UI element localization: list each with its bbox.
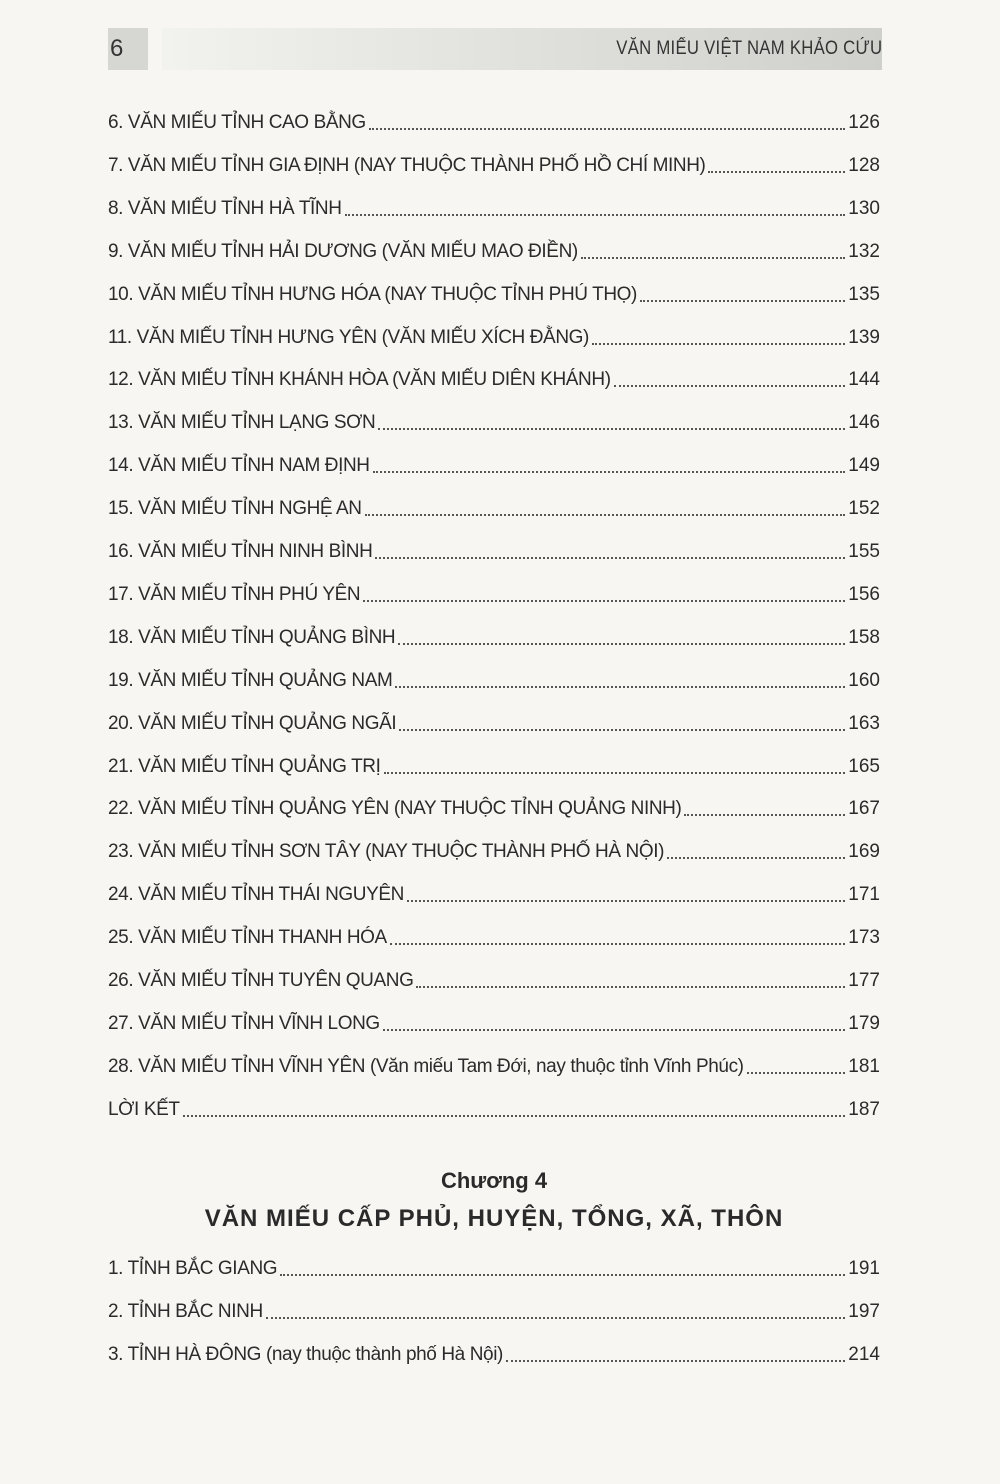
toc-entry-page: 135 [848,283,880,305]
toc-entry [108,196,880,222]
toc-entry-page: 155 [848,541,880,562]
toc-entry-title: 27. VĂN MIẾU TỈNH VĨNH LONG [108,1012,380,1034]
dot-leader [363,600,845,602]
page-header [108,28,882,70]
toc-entry-page: 214 [848,1344,880,1365]
toc-entry-page: 149 [848,455,880,477]
toc-entry-title: 15. VĂN MIẾU TỈNH NGHỆ AN [108,498,362,520]
toc-entry [108,1256,880,1282]
toc-entry-page: 144 [848,369,880,391]
dot-leader [183,1115,846,1117]
dot-leader [684,814,845,816]
toc-entry-title: LỜI KẾT [108,1098,180,1120]
toc-entry [108,1097,880,1123]
toc-entry-page: 139 [848,326,880,348]
toc-entry [108,239,880,265]
chapter-label: Chương 4 [440,1168,548,1193]
toc-entry-page: 128 [848,154,880,176]
toc-entry-page: 169 [848,841,880,863]
toc-entry [108,925,880,951]
toc-entry-page: 163 [848,712,880,734]
toc-entry-page: 156 [848,583,880,605]
dot-leader [373,471,846,473]
toc-entry-title: 8. VĂN MIẾU TỈNH HÀ TĨNH [108,197,342,219]
dot-leader [747,1072,846,1074]
dot-leader [614,385,846,387]
toc-entry-title: 9. VĂN MIẾU TỈNH HẢI DƯƠNG (VĂN MIẾU MAO ĐIỀN) [108,240,578,262]
toc-entry-title: 28. VĂN MIẾU TỈNH VĨNH YÊN (Văn miếu Tam Đới, nay thuộc tỉnh Vĩnh Phúc) [108,1055,744,1077]
toc-entry-page: 165 [848,755,880,777]
dot-leader [369,128,845,130]
toc-entry [108,496,880,522]
toc-entry-title: 1. TỈNH BẮC GIANG [108,1258,278,1279]
dot-leader [266,1317,846,1319]
toc-entry-title: 16. VĂN MIẾU TỈNH NINH BÌNH [108,541,373,562]
toc-entry [108,968,880,994]
toc-entry-title: 25. VĂN MIẾU TỈNH THANH HÓA [108,927,387,949]
toc-entry-title: 3. TỈNH HÀ ĐÔNG (nay thuộc thành phố Hà Nội) [108,1344,503,1365]
toc-entry [108,839,880,865]
toc-entry-title: 21. VĂN MIẾU TỈNH QUẢNG TRỊ [108,755,381,777]
dot-leader [407,900,845,902]
toc-entry-page: 130 [848,197,880,219]
dot-leader [395,686,845,688]
running-title: VĂN MIẾU VIỆT NAM KHẢO CỨU [615,38,882,59]
toc-entry [108,1342,880,1368]
chapter-title: VĂN MIẾU CẤP PHỦ, HUYỆN, TỔNG, XÃ, THÔN [204,1205,784,1232]
toc-entry-page: 171 [848,884,880,906]
dot-leader [581,257,845,259]
dot-leader [592,343,845,345]
header-bar [162,28,882,70]
toc-entry-page: 158 [848,626,880,648]
dot-leader [378,428,845,430]
toc-entry-page: 132 [848,240,880,262]
toc-entry-page: 152 [848,498,880,520]
toc-entry-title: 22. VĂN MIẾU TỈNH QUẢNG YÊN (NAY THUỘC TỈNH QUẢNG NINH) [108,798,682,820]
toc-entry [108,754,880,780]
toc-entry-title: 2. TỈNH BẮC NINH [108,1301,263,1322]
page-number: 6 [108,28,148,70]
toc-entry [108,582,880,608]
toc-entry-page: 191 [848,1258,880,1279]
dot-leader [398,643,845,645]
dot-leader [416,986,845,988]
dot-leader [345,214,846,216]
toc-entry-title: 10. VĂN MIẾU TỈNH HƯNG HÓA (NAY THUỘC TỈNH PHÚ THỌ) [108,283,637,305]
toc-entry-title: 12. VĂN MIẾU TỈNH KHÁNH HÒA (VĂN MIẾU DIÊN KHÁNH) [108,369,611,391]
toc-entry [108,1054,880,1080]
toc-entry [108,1011,880,1037]
toc-entry-page: 126 [848,112,880,133]
toc-entry [108,367,880,393]
toc-entry-page: 173 [848,927,880,949]
toc-entry [108,882,880,908]
toc-entry-title: 19. VĂN MIẾU TỈNH QUẢNG NAM [108,669,393,691]
dot-leader [667,857,845,859]
toc-entry-page: 177 [848,970,880,991]
dot-leader [383,1029,845,1031]
dot-leader [399,729,845,731]
toc-entry-title: 23. VĂN MIẾU TỈNH SƠN TÂY (NAY THUỘC THÀNH PHỐ HÀ NỘI) [108,841,664,863]
dot-leader [384,772,846,774]
toc-entry-page: 167 [848,798,880,820]
toc-entry [108,625,880,651]
toc-entry-title: 11. VĂN MIẾU TỈNH HƯNG YÊN (VĂN MIẾU XÍCH ĐẰNG) [108,326,589,348]
toc-entry-title: 13. VĂN MIẾU TỈNH LẠNG SƠN [108,412,376,434]
toc-entry [108,453,880,479]
dot-leader [390,943,845,945]
toc-entry [108,539,880,565]
toc-entry-page: 179 [848,1012,880,1034]
dot-leader [708,171,845,173]
toc-entry-page: 146 [848,412,880,434]
toc-entry-page: 187 [848,1098,880,1120]
toc-entry-page: 181 [848,1055,880,1077]
toc-entry [108,668,880,694]
toc-entry-title: 6. VĂN MIẾU TỈNH CAO BẰNG [108,112,366,133]
dot-leader [375,557,845,559]
toc-entry-title: 18. VĂN MIẾU TỈNH QUẢNG BÌNH [108,626,396,648]
toc-entry [108,325,880,351]
toc-entry-page: 160 [848,669,880,691]
toc-entry [108,410,880,436]
toc-entry-title: 7. VĂN MIẾU TỈNH GIA ĐỊNH (NAY THUỘC THÀNH PHỐ HỒ CHÍ MINH) [108,154,706,176]
toc-entry [108,153,880,179]
toc-entry-title: 20. VĂN MIẾU TỈNH QUẢNG NGÃI [108,712,397,734]
toc-entry [108,110,880,136]
dot-leader [640,300,845,302]
toc-entry-title: 14. VĂN MIẾU TỈNH NAM ĐỊNH [108,455,370,477]
toc-entry [108,711,880,737]
toc-entry [108,1299,880,1325]
dot-leader [365,514,846,516]
toc-entry-title: 17. VĂN MIẾU TỈNH PHÚ YÊN [108,583,361,605]
dot-leader [280,1274,845,1276]
toc-entry [108,796,880,822]
toc-entry-title: 24. VĂN MIẾU TỈNH THÁI NGUYÊN [108,884,404,906]
dot-leader [506,1360,845,1362]
toc-entry-title: 26. VĂN MIẾU TỈNH TUYÊN QUANG [108,970,414,991]
toc-entry-page: 197 [848,1301,880,1322]
toc-entry [108,282,880,308]
